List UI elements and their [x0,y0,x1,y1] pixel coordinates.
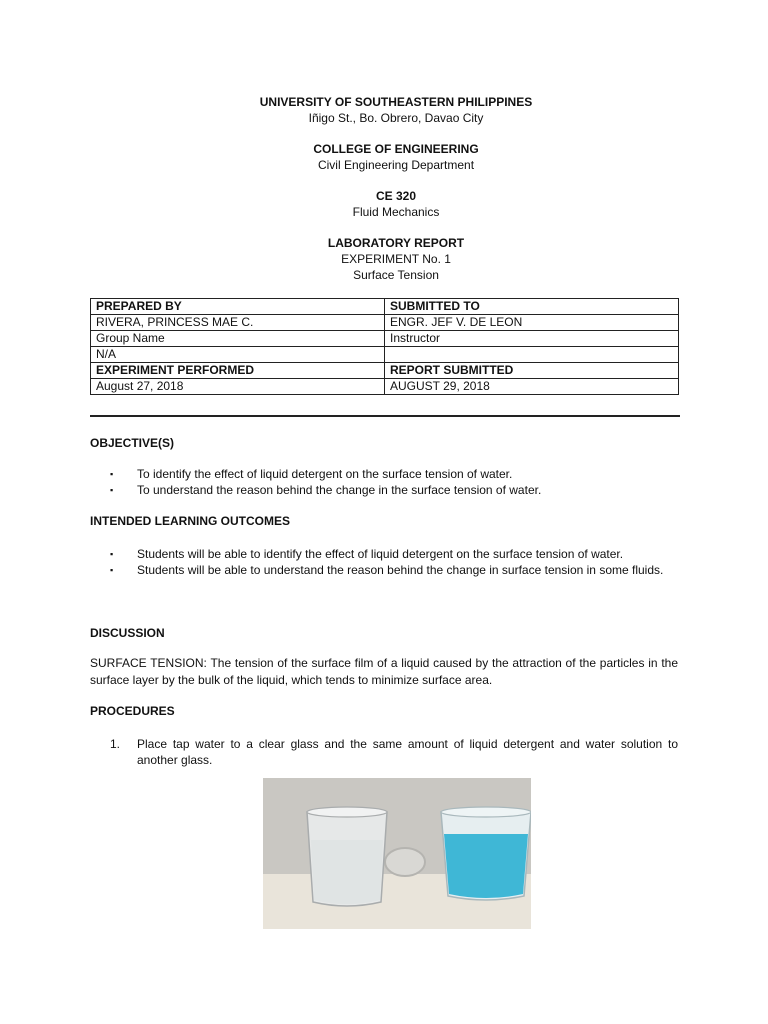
outcomes-heading: INTENDED LEARNING OUTCOMES [90,514,291,528]
discussion-heading: DISCUSSION [90,626,165,640]
table-cell: PREPARED BY [91,299,385,315]
objectives-list [110,466,678,498]
report-header [0,94,768,283]
clear-glass-rim [307,807,387,817]
department-name: Civil Engineering Department [317,158,475,172]
table-cell: REPORT SUBMITTED [385,363,679,379]
glasses-photo-illustration [263,778,531,929]
table-row [91,299,679,315]
table-cell: AUGUST 29, 2018 [385,379,679,395]
report-info-table [90,298,679,395]
experiment-number: EXPERIMENT No. 1 [341,252,451,266]
section-divider [90,415,680,417]
table-cell [385,347,679,363]
table-cell: RIVERA, PRINCESS MAE C. [91,315,385,331]
university-name: UNIVERSITY OF SOUTHEASTERN PHILIPPINES [259,95,533,109]
course-code: CE 320 [375,189,417,203]
experiment-photo [263,778,531,929]
table-row [91,315,679,331]
report-type: LABORATORY REPORT [327,236,465,250]
detergent-solution [444,834,528,898]
college-name: COLLEGE OF ENGINEERING [313,142,479,156]
table-cell: Instructor [385,331,679,347]
procedures-list [110,736,678,768]
table-row [91,379,679,395]
table-cell: SUBMITTED TO [385,299,679,315]
list-item: ▪ Students will be able to understand the reason behind the change in surface tension in some fluids. [110,563,664,577]
list-item: ▪ Students will be able to identify the effect of liquid detergent on the surface tension of water. [110,547,624,561]
tap-water [311,840,383,904]
course-name: Fluid Mechanics [352,205,440,219]
objectives-heading: OBJECTIVE(S) [90,436,175,450]
table-row [91,331,679,347]
list-item: 1. Place tap water to a clear glass and the same amount of liquid detergent and water solution to another glass. [110,737,678,767]
bullet-icon: ▪ [110,565,114,575]
bullet-icon: ▪ [110,485,114,495]
outcomes-list [110,546,678,578]
background-object [385,848,425,876]
detergent-glass-rim [441,807,531,817]
experiment-title: Surface Tension [353,268,439,282]
list-item: ▪ To identify the effect of liquid detergent on the surface tension of water. [110,467,513,481]
list-item: ▪ To understand the reason behind the change in the surface tension of water. [110,483,542,497]
university-address: Iñigo St., Bo. Obrero, Davao City [308,111,484,125]
table-cell: August 27, 2018 [91,379,385,395]
table-row [91,347,679,363]
table-cell: EXPERIMENT PERFORMED [91,363,385,379]
table-row [91,363,679,379]
table-cell: N/A [91,347,385,363]
bullet-icon: ▪ [110,549,114,559]
procedures-heading: PROCEDURES [90,704,175,718]
table-cell: Group Name [91,331,385,347]
table-cell: ENGR. JEF V. DE LEON [385,315,679,331]
bullet-icon: ▪ [110,469,114,479]
discussion-paragraph: SURFACE TENSION: The tension of the surface film of a liquid caused by the attraction of the particles in the surface layer by the bulk of the liquid, which tends to minimize surface area. [90,656,678,687]
